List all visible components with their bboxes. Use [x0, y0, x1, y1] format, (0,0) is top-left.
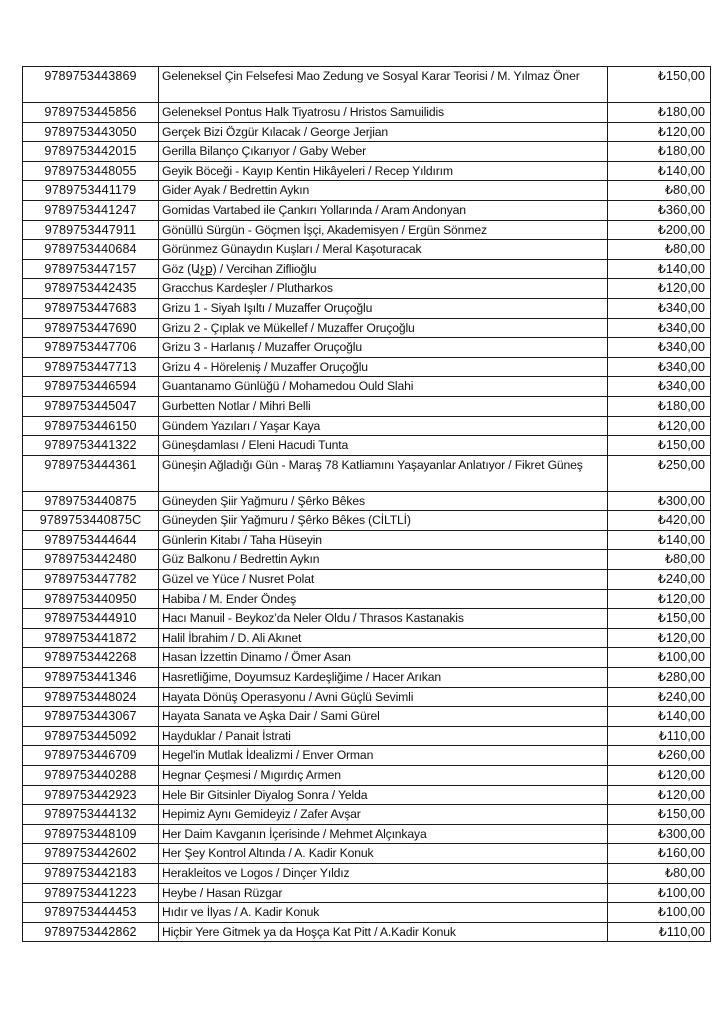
- price-cell: ₺340,00: [608, 377, 711, 397]
- table-row: [23, 726, 711, 746]
- title-cell: Hasretliğime, Doyumsuz Kardeşliğime / Hacer Arıkan: [159, 668, 608, 688]
- table-row: [23, 785, 711, 805]
- price-cell: ₺100,00: [608, 903, 711, 923]
- table-row: [23, 628, 711, 648]
- title-cell: Gomidas Vartabed ile Çankırı Yollarında / Aram Andonyan: [159, 200, 608, 220]
- title-cell: Her Daim Kavganın İçerisinde / Mehmet Alçınkaya: [159, 824, 608, 844]
- title-cell: Göz (Աչք) / Vercihan Ziflioğlu: [159, 259, 608, 279]
- table-row: [23, 844, 711, 864]
- price-cell: ₺80,00: [608, 550, 711, 570]
- isbn-cell: 9789753442435: [23, 279, 159, 299]
- title-cell: Güneyden Şiir Yağmuru / Şêrko Bêkes: [159, 491, 608, 511]
- table-row: [23, 903, 711, 923]
- isbn-cell: 9789753446150: [23, 416, 159, 436]
- price-cell: ₺200,00: [608, 220, 711, 240]
- isbn-cell: 9789753442480: [23, 550, 159, 570]
- title-cell: Güneşin Ağladığı Gün - Maraş 78 Katliamını Yaşayanlar Anlatıyor / Fikret Güneş: [159, 455, 608, 491]
- price-cell: ₺140,00: [608, 161, 711, 181]
- isbn-cell: 9789753446594: [23, 377, 159, 397]
- isbn-cell: 9789753441872: [23, 628, 159, 648]
- isbn-cell: 9789753440684: [23, 240, 159, 260]
- table-row: [23, 220, 711, 240]
- price-cell: ₺420,00: [608, 511, 711, 531]
- title-cell: Gerçek Bizi Özgür Kılacak / George Jerjian: [159, 122, 608, 142]
- isbn-cell: 9789753441247: [23, 200, 159, 220]
- price-cell: ₺110,00: [608, 726, 711, 746]
- title-cell: Her Şey Kontrol Altında / A. Kadir Konuk: [159, 844, 608, 864]
- isbn-cell: 9789753442862: [23, 922, 159, 942]
- isbn-cell: 9789753447911: [23, 220, 159, 240]
- table-row: [23, 436, 711, 456]
- table-row: [23, 122, 711, 142]
- table-row: [23, 318, 711, 338]
- title-cell: Güzel ve Yüce / Nusret Polat: [159, 570, 608, 590]
- table-row: [23, 530, 711, 550]
- table-row: [23, 142, 711, 162]
- price-cell: ₺120,00: [608, 279, 711, 299]
- table-body: [23, 67, 711, 942]
- title-cell: Habiba / M. Ender Öndeş: [159, 589, 608, 609]
- table-row: [23, 687, 711, 707]
- book-price-list-table: [22, 66, 711, 942]
- table-row: [23, 416, 711, 436]
- table-row: [23, 511, 711, 531]
- table-row: [23, 570, 711, 590]
- isbn-cell: 9789753447690: [23, 318, 159, 338]
- title-cell: Geyik Böceği - Kayıp Kentin Hikâyeleri / Recep Yıldırım: [159, 161, 608, 181]
- price-cell: ₺80,00: [608, 863, 711, 883]
- price-cell: ₺300,00: [608, 824, 711, 844]
- isbn-cell: 9789753447683: [23, 298, 159, 318]
- title-cell: Grizu 2 - Çıplak ve Mükellef / Muzaffer Oruçoğlu: [159, 318, 608, 338]
- table-row: [23, 338, 711, 358]
- title-cell: Gider Ayak / Bedrettin Aykın: [159, 181, 608, 201]
- title-cell: Gönüllü Sürgün - Göçmen İşçi, Akademisyen / Ergün Sönmez: [159, 220, 608, 240]
- table-row: [23, 67, 711, 103]
- table-row: [23, 455, 711, 491]
- isbn-cell: 9789753443050: [23, 122, 159, 142]
- isbn-cell: 9789753443869: [23, 67, 159, 103]
- table-row: [23, 298, 711, 318]
- isbn-cell: 9789753446709: [23, 746, 159, 766]
- title-cell: Güz Balkonu / Bedrettin Aykın: [159, 550, 608, 570]
- title-cell: Güneyden Şiir Yağmuru / Şêrko Bêkes (CİLTLİ): [159, 511, 608, 531]
- title-cell: Hıdır ve İlyas / A. Kadir Konuk: [159, 903, 608, 923]
- price-cell: ₺340,00: [608, 357, 711, 377]
- isbn-cell: 9789753442268: [23, 648, 159, 668]
- isbn-cell: 9789753442015: [23, 142, 159, 162]
- table-row: [23, 240, 711, 260]
- price-cell: ₺180,00: [608, 396, 711, 416]
- price-cell: ₺180,00: [608, 142, 711, 162]
- price-cell: ₺340,00: [608, 318, 711, 338]
- title-cell: Gurbetten Notlar / Mihri Belli: [159, 396, 608, 416]
- price-cell: ₺300,00: [608, 491, 711, 511]
- table-row: [23, 746, 711, 766]
- isbn-cell: 9789753445047: [23, 396, 159, 416]
- table-row: [23, 805, 711, 825]
- table-row: [23, 181, 711, 201]
- price-cell: ₺100,00: [608, 648, 711, 668]
- price-cell: ₺240,00: [608, 570, 711, 590]
- isbn-cell: 9789753447713: [23, 357, 159, 377]
- price-cell: ₺140,00: [608, 259, 711, 279]
- table-row: [23, 279, 711, 299]
- isbn-cell: 9789753445856: [23, 103, 159, 123]
- title-cell: Hasan İzzettin Dinamo / Ömer Asan: [159, 648, 608, 668]
- price-cell: ₺260,00: [608, 746, 711, 766]
- isbn-cell: 9789753447706: [23, 338, 159, 358]
- isbn-cell: 9789753441223: [23, 883, 159, 903]
- title-cell: Hele Bir Gitsinler Diyalog Sonra / Yelda: [159, 785, 608, 805]
- title-cell: Grizu 1 - Siyah Işıltı / Muzaffer Oruçoğlu: [159, 298, 608, 318]
- isbn-cell: 9789753445092: [23, 726, 159, 746]
- isbn-cell: 9789753444361: [23, 455, 159, 491]
- price-cell: ₺150,00: [608, 609, 711, 629]
- title-cell: Herakleitos ve Logos / Dinçer Yıldız: [159, 863, 608, 883]
- table-row: [23, 200, 711, 220]
- isbn-cell: 9789753444910: [23, 609, 159, 629]
- isbn-cell: 9789753444453: [23, 903, 159, 923]
- isbn-cell: 9789753442923: [23, 785, 159, 805]
- title-cell: Hayata Sanata ve Aşka Dair / Sami Gürel: [159, 707, 608, 727]
- title-cell: Hayduklar / Panait İstrati: [159, 726, 608, 746]
- table-row: [23, 648, 711, 668]
- title-cell: Hegnar Çeşmesi / Mıgırdıç Armen: [159, 766, 608, 786]
- isbn-cell: 9789753440875: [23, 491, 159, 511]
- price-cell: ₺120,00: [608, 766, 711, 786]
- isbn-cell: 9789753447782: [23, 570, 159, 590]
- title-cell: Hacı Manuil - Beykoz’da Neler Oldu / Thrasos Kastanakis: [159, 609, 608, 629]
- title-cell: Güneşdamlası / Eleni Hacudi Tunta: [159, 436, 608, 456]
- table-row: [23, 707, 711, 727]
- table-row: [23, 357, 711, 377]
- price-cell: ₺120,00: [608, 416, 711, 436]
- table-row: [23, 396, 711, 416]
- title-cell: Gracchus Kardeşler / Plutharkos: [159, 279, 608, 299]
- table-row: [23, 550, 711, 570]
- price-cell: ₺100,00: [608, 883, 711, 903]
- isbn-cell: 9789753442602: [23, 844, 159, 864]
- price-cell: ₺120,00: [608, 589, 711, 609]
- price-cell: ₺180,00: [608, 103, 711, 123]
- isbn-cell: 9789753442183: [23, 863, 159, 883]
- title-cell: Heybe / Hasan Rüzgar: [159, 883, 608, 903]
- title-cell: Grizu 3 - Harlanış / Muzaffer Oruçoğlu: [159, 338, 608, 358]
- price-cell: ₺80,00: [608, 181, 711, 201]
- price-cell: ₺140,00: [608, 707, 711, 727]
- isbn-cell: 9789753444644: [23, 530, 159, 550]
- title-cell: Grizu 4 - Hörelenіş / Muzaffer Oruçoğlu: [159, 357, 608, 377]
- isbn-cell: 9789753440950: [23, 589, 159, 609]
- title-cell: Gerilla Bilanço Çıkarıyor / Gaby Weber: [159, 142, 608, 162]
- title-cell: Geleneksel Çin Felsefesi Mao Zedung ve Sosyal Karar Teorisi / M. Yılmaz Öner: [159, 67, 608, 103]
- title-cell: Hayata Dönüş Operasyonu / Avni Güçlü Sevimli: [159, 687, 608, 707]
- isbn-cell: 9789753448024: [23, 687, 159, 707]
- table-row: [23, 491, 711, 511]
- table-row: [23, 161, 711, 181]
- isbn-cell: 9789753440875C: [23, 511, 159, 531]
- table-row: [23, 609, 711, 629]
- price-cell: ₺150,00: [608, 67, 711, 103]
- table-row: [23, 377, 711, 397]
- table-row: [23, 259, 711, 279]
- isbn-cell: 9789753448055: [23, 161, 159, 181]
- table-row: [23, 668, 711, 688]
- price-cell: ₺120,00: [608, 785, 711, 805]
- price-cell: ₺160,00: [608, 844, 711, 864]
- table-row: [23, 883, 711, 903]
- price-cell: ₺150,00: [608, 436, 711, 456]
- isbn-cell: 9789753440288: [23, 766, 159, 786]
- title-cell: Günlerin Kitabı / Taha Hüseyin: [159, 530, 608, 550]
- price-cell: ₺120,00: [608, 628, 711, 648]
- price-cell: ₺340,00: [608, 338, 711, 358]
- isbn-cell: 9789753447157: [23, 259, 159, 279]
- isbn-cell: 9789753444132: [23, 805, 159, 825]
- price-cell: ₺340,00: [608, 298, 711, 318]
- title-cell: Geleneksel Pontus Halk Tiyatrosu / Hristos Samuilidis: [159, 103, 608, 123]
- title-cell: Hepimiz Aynı Gemideyiz / Zafer Avşar: [159, 805, 608, 825]
- table-row: [23, 766, 711, 786]
- price-cell: ₺120,00: [608, 122, 711, 142]
- isbn-cell: 9789753441322: [23, 436, 159, 456]
- isbn-cell: 9789753443067: [23, 707, 159, 727]
- table-row: [23, 863, 711, 883]
- price-cell: ₺140,00: [608, 530, 711, 550]
- title-cell: Görünmez Günaydın Kuşları / Meral Kaşoturacak: [159, 240, 608, 260]
- table-row: [23, 589, 711, 609]
- table-row: [23, 922, 711, 942]
- title-cell: Hegel'in Mutlak İdealizmi / Enver Orman: [159, 746, 608, 766]
- price-cell: ₺80,00: [608, 240, 711, 260]
- title-cell: Hiçbir Yere Gitmek ya da Hoşça Kat Pitt / A.Kadir Konuk: [159, 922, 608, 942]
- isbn-cell: 9789753441346: [23, 668, 159, 688]
- price-cell: ₺280,00: [608, 668, 711, 688]
- title-cell: Halil İbrahim / D. Ali Akınet: [159, 628, 608, 648]
- price-cell: ₺360,00: [608, 200, 711, 220]
- price-cell: ₺150,00: [608, 805, 711, 825]
- isbn-cell: 9789753441179: [23, 181, 159, 201]
- price-cell: ₺110,00: [608, 922, 711, 942]
- table-row: [23, 824, 711, 844]
- table-row: [23, 103, 711, 123]
- title-cell: Guantanamo Günlüğü / Mohamedou Ould Slahi: [159, 377, 608, 397]
- isbn-cell: 9789753448109: [23, 824, 159, 844]
- price-cell: ₺250,00: [608, 455, 711, 491]
- price-cell: ₺240,00: [608, 687, 711, 707]
- title-cell: Gündem Yazıları / Yaşar Kaya: [159, 416, 608, 436]
